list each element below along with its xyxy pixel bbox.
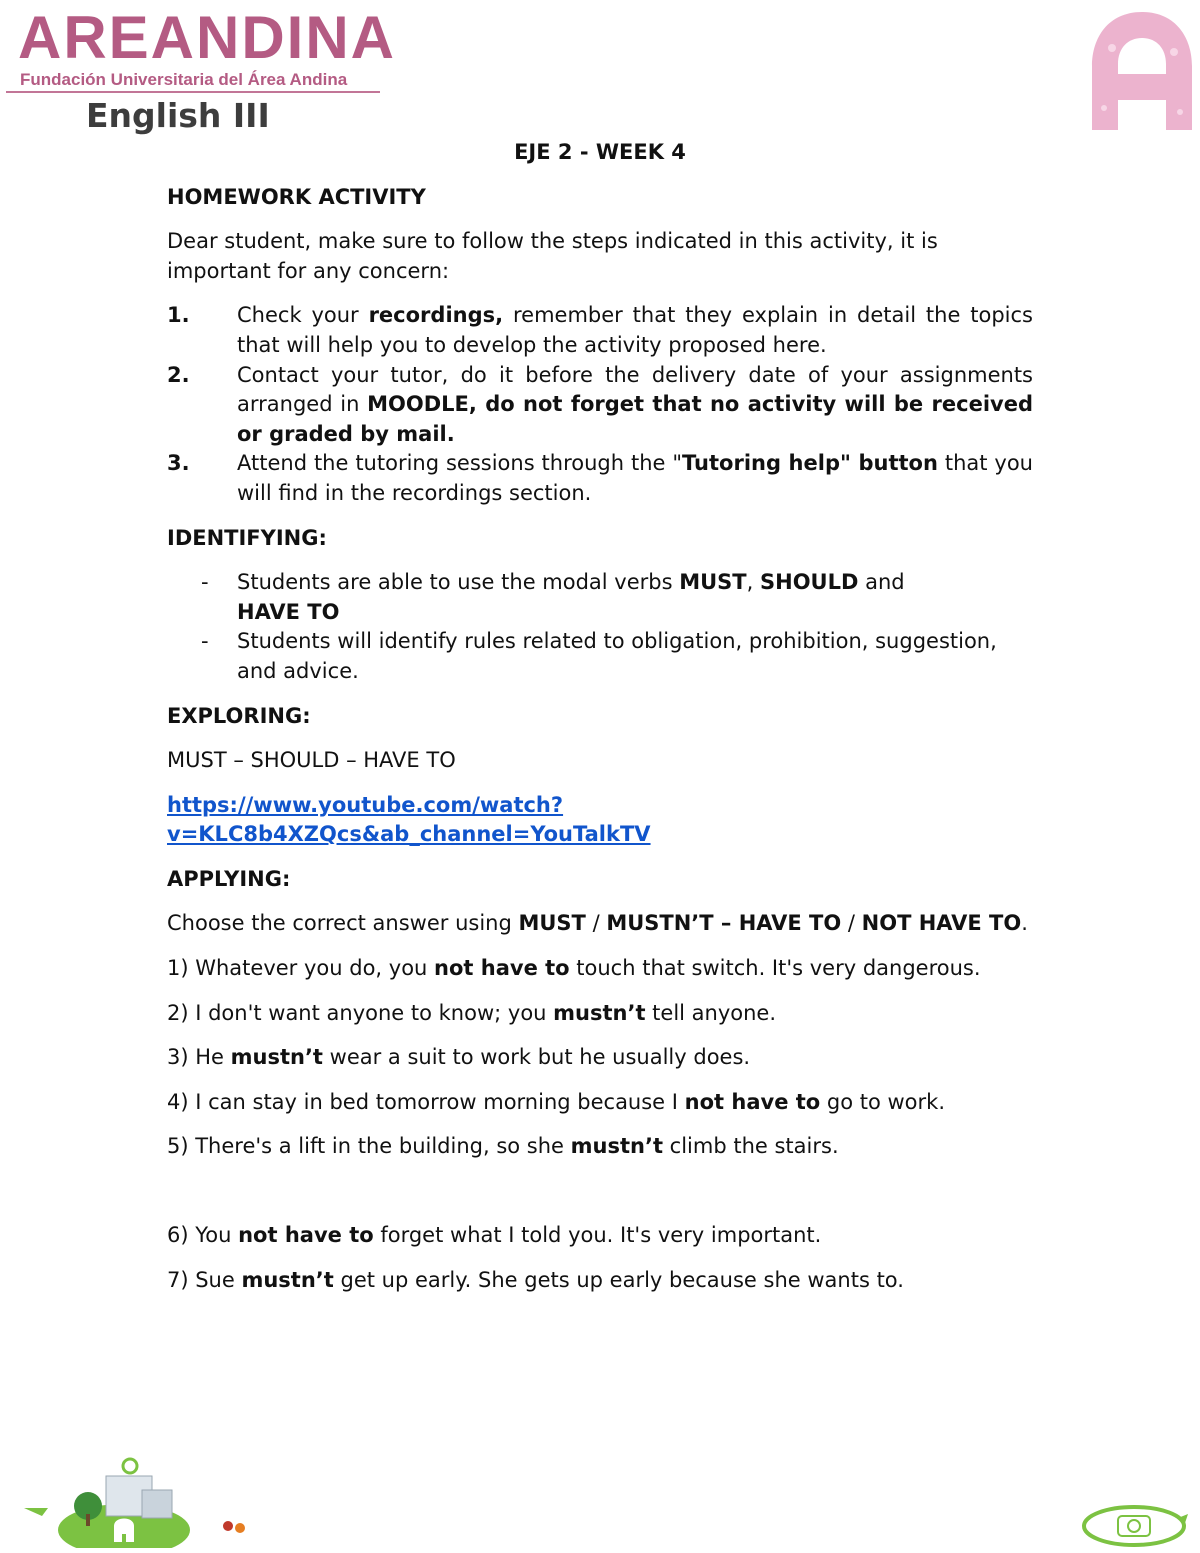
question-1: 1) Whatever you do, you not have to touch that switch. It's very dangerous. xyxy=(167,956,981,981)
question-3: 3) He mustn’t wear a suit to work but he usually does. xyxy=(167,1045,751,1070)
document-body xyxy=(167,138,1033,1310)
exploring-text: MUST – SHOULD – HAVE TO xyxy=(167,748,456,773)
document-title: EJE 2 - WEEK 4 xyxy=(514,140,686,164)
list-item: - Students are able to use the modal verbs MUST, SHOULD and HAVE TO xyxy=(167,568,1033,627)
video-link-line-2[interactable]: v=KLC8b4XZQcs&ab_channel=YouTalkTV xyxy=(167,822,651,847)
step-number: 2. xyxy=(167,362,190,387)
intro-paragraph: Dear student, make sure to follow the steps indicated in this activity, it is important for any concern: xyxy=(167,229,938,283)
brand-logo-wordmark: AREANDINA xyxy=(18,4,396,71)
question-6: 6) You not have to forget what I told you. It's very important. xyxy=(167,1223,822,1248)
homework-heading: HOMEWORK ACTIVITY xyxy=(167,184,426,209)
recycle-logo-icon xyxy=(1078,1500,1190,1550)
identifying-heading: IDENTIFYING: xyxy=(167,525,327,550)
step-text: Contact your tutor, do it before the delivery date of your assignments arranged in MOODLE, do not forget that no activity will be received or graded by mail. xyxy=(237,362,1033,446)
list-item: - Students will identify rules related to obligation, prohibition, suggestion, and advice. xyxy=(167,627,1033,686)
applying-instruction: Choose the correct answer using MUST / MUSTN’T – HAVE TO / NOT HAVE TO. xyxy=(167,911,1028,936)
step-text: Attend the tutoring sessions through the "Tutoring help" button that you will find in the recordings section. xyxy=(237,451,1033,505)
course-title: English III xyxy=(86,96,270,135)
identifying-text: Students are able to use the modal verbs MUST, SHOULD and HAVE TO xyxy=(237,570,905,624)
video-link-line-1[interactable]: https://www.youtube.com/watch? xyxy=(167,792,564,817)
identifying-list xyxy=(167,568,1033,686)
step-item xyxy=(167,361,1033,450)
steps-list xyxy=(167,301,1033,508)
step-text: Check your recordings, remember that they explain in detail the topics that will help you to develop the activity proposed here. xyxy=(237,303,1033,357)
identifying-text: Students will identify rules related to obligation, prohibition, suggestion, and advice. xyxy=(237,629,997,683)
step-item xyxy=(167,301,1033,360)
areandina-a-logo-icon xyxy=(1088,8,1196,134)
question-4: 4) I can stay in bed tomorrow morning because I not have to go to work. xyxy=(167,1089,945,1114)
exploring-heading: EXPLORING: xyxy=(167,703,311,728)
step-number: 1. xyxy=(167,303,190,328)
eco-campus-illustration-icon xyxy=(14,1456,254,1548)
institution-name: Fundación Universitaria del Área Andina xyxy=(20,70,348,89)
video-link[interactable] xyxy=(167,791,1033,850)
step-number: 3. xyxy=(167,451,190,476)
question-7: 7) Sue mustn’t get up early. She gets up early because she wants to. xyxy=(167,1267,904,1292)
header-divider xyxy=(6,91,380,93)
step-item xyxy=(167,449,1033,508)
question-2: 2) I don't want anyone to know; you mustn’t tell anyone. xyxy=(167,1000,777,1025)
applying-heading: APPLYING: xyxy=(167,866,291,891)
question-5: 5) There's a lift in the building, so she mustn’t climb the stairs. xyxy=(167,1134,839,1159)
